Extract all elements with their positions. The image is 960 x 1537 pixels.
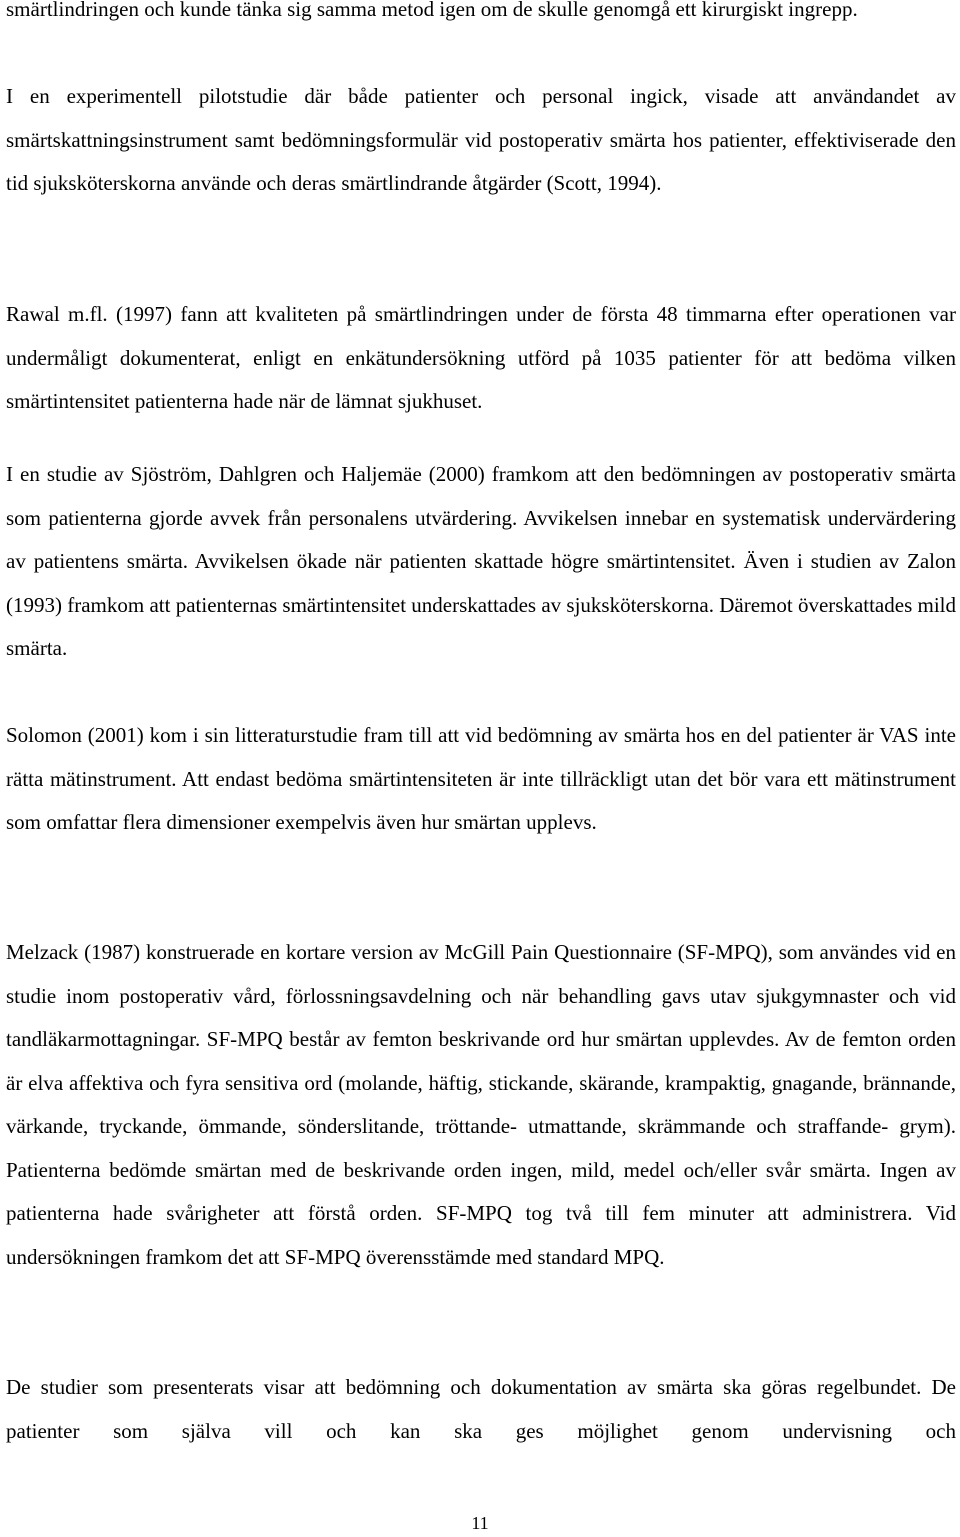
paragraph-rawal: Rawal m.fl. (1997) fann att kvaliteten på smärtlindringen under de första 48 timmarna efter operationen var undermåligt dokumenterat, enligt en enkätundersökning utförd på 1035 patienter för att bedöma vilken smärtintensitet patienterna hade när de lämnat sjukhuset.	[6, 302, 956, 413]
paragraph-solomon: Solomon (2001) kom i sin litteraturstudie fram till att vid bedömning av smärta hos en del patienter är VAS inte rätta mätinstrument. Att endast bedöma smärtintensiteten är inte tillräckligt utan det bör vara ett mätinstrument som omfattar flera dimensioner exempelvis även hur smärtan upplevs.	[6, 723, 956, 834]
paragraph-melzack: Melzack (1987) konstruerade en kortare version av McGill Pain Questionnaire (SF-MPQ), som användes vid en studie inom postoperativ vård, förlossningsavdelning och när behandling gavs utav sjukgymnaster och vid tandläkarmottagningar. SF-MPQ består av femton beskrivande ord hur smärtan upplevdes. Av de femton orden är elva affektiva och fyra sensitiva ord (molande, häftig, stickande, skärande, krampaktig, gnagande, brännande, värkande, tryckande, ömmande, sönderslitande, tröttande- utmattande, skrämmande och straffande- grym). Patienterna bedömde smärtan med de beskrivande orden ingen, mild, medel och/eller svår smärta. Ingen av patienterna hade svårigheter att förstå orden. SF-MPQ tog två till fem minuter att administrera. Vid undersökningen framkom det att SF-MPQ överensstämde med standard MPQ.	[6, 940, 956, 1269]
paragraph-continuation: smärtlindringen och kunde tänka sig samma metod igen om de skulle genomgå ett kirurgiskt ingrepp.	[6, 0, 858, 21]
page-number: 11	[471, 1513, 489, 1533]
paragraph-scott: I en experimentell pilotstudie där både patienter och personal ingick, visade att användandet av smärtskattningsinstrument samt bedömningsformulär vid postoperativ smärta hos patienter, effektiviserade den tid sjuksköterskorna använde och deras smärtlindrande åtgärder (Scott, 1994).	[6, 84, 956, 195]
paragraph-sjostrom: I en studie av Sjöström, Dahlgren och Haljemäe (2000) framkom att den bedömningen av postoperativ smärta som patienterna gjorde avvek från personalens utvärdering. Avvikelsen innebar en systematisk undervärdering av patientens smärta. Avvikelsen ökade när patienten skattade högre smärtintensitet. Även i studien av Zalon (1993) framkom att patienternas smärtintensitet underskattades av sjuksköterskorna. Däremot överskattades mild smärta.	[6, 462, 956, 660]
paragraph-conclusion: De studier som presenterats visar att bedömning och dokumentation av smärta ska göras regelbundet. De patienter som själva vill och kan ska ges möjlighet genom undervisning och	[6, 1375, 956, 1443]
